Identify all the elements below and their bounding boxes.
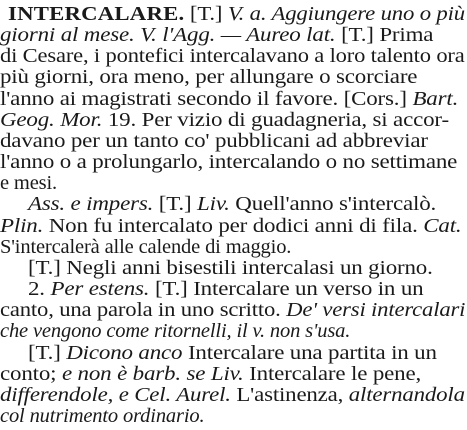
entry-text-segment: Quell'anno s'intercalò. <box>229 193 437 216</box>
entry-text-segment: INTERCALARE. <box>8 3 185 25</box>
entry-text-segment: Intercalare le pene, <box>243 362 422 385</box>
entry-text-segment: davano per un tanto co' pubblicani ad abbreviar <box>0 129 428 152</box>
entry-text-segment: [T.] <box>153 193 198 216</box>
entry-line-8 <box>0 150 457 174</box>
entry-text-segment: 19. Per vizio di guadagneria, si accor- <box>102 108 449 131</box>
entry-text-segment: conto; <box>0 362 62 385</box>
entry-text-segment: col nutrimento ordinario. <box>0 405 205 427</box>
entry-text-segment: [T.] Prima <box>335 24 434 47</box>
entry-text-segment: giorni al mese. V. l'Agg. — Aureo lat. <box>0 24 336 47</box>
entry-text-segment: V. a. Aggiungere uno o più <box>227 3 465 25</box>
entry-text-segment: l'anno ai magistrati secondo il favore. [Cors.] <box>0 87 413 110</box>
entry-text-segment: [T.] <box>184 3 228 25</box>
entry-text-segment: Non fu intercalato per dodici anni di fila. <box>43 214 424 237</box>
entry-text-segment: più giorni, ora meno, per allungare o scorciare <box>0 66 418 89</box>
entry-text-segment: Ass. e impers. <box>28 193 154 216</box>
entry-text-segment: De' versi intercalari <box>286 299 466 322</box>
entry-text-segment: [T.] Negli anni bisestili intercalasi un giorno. <box>28 256 433 279</box>
entry-text-segment: 2. <box>28 278 51 301</box>
entry-text-segment: S'intercalerà alle calende di maggio. <box>0 235 292 258</box>
entry-text-segment: differendole, e Cel. Aurel. <box>0 383 231 406</box>
entry-text-segment: Bart. <box>412 87 459 110</box>
entry-text-segment: alternandola <box>348 383 465 406</box>
entry-text-segment: [T.] Intercalare un verso in un <box>149 278 424 301</box>
entry-text-segment: e mesi. <box>0 172 58 195</box>
entry-text-segment: che vengono come ritornelli, il v. non s'usa. <box>0 320 351 343</box>
entry-text-segment: Plin. <box>0 214 44 237</box>
entry-text-segment: di Cesare, i pontefici intercalavano a loro talento ora <box>0 45 465 68</box>
entry-text-segment: Liv. <box>197 193 230 216</box>
entry-text-segment: l'anno o a prolungarlo, intercalando o no settimane <box>0 151 458 174</box>
entry-text-segment: Dicono anco <box>66 341 183 364</box>
entry-text-segment: e non è barb. se Liv. <box>61 362 244 385</box>
entry-text-segment: Per estens. <box>50 278 150 301</box>
entry-text-segment: [T.] <box>28 341 67 364</box>
entry-text-segment: Intercalare una partita in un <box>182 341 437 364</box>
entry-text-segment: canto, una parola in uno scritto. <box>0 299 287 322</box>
entry-text-segment: Cat. <box>423 214 462 237</box>
entry-line-20 <box>0 404 204 428</box>
entry-text-segment: L'astinenza, <box>230 383 349 406</box>
entry-text-segment: Geog. Mor. <box>0 108 103 131</box>
